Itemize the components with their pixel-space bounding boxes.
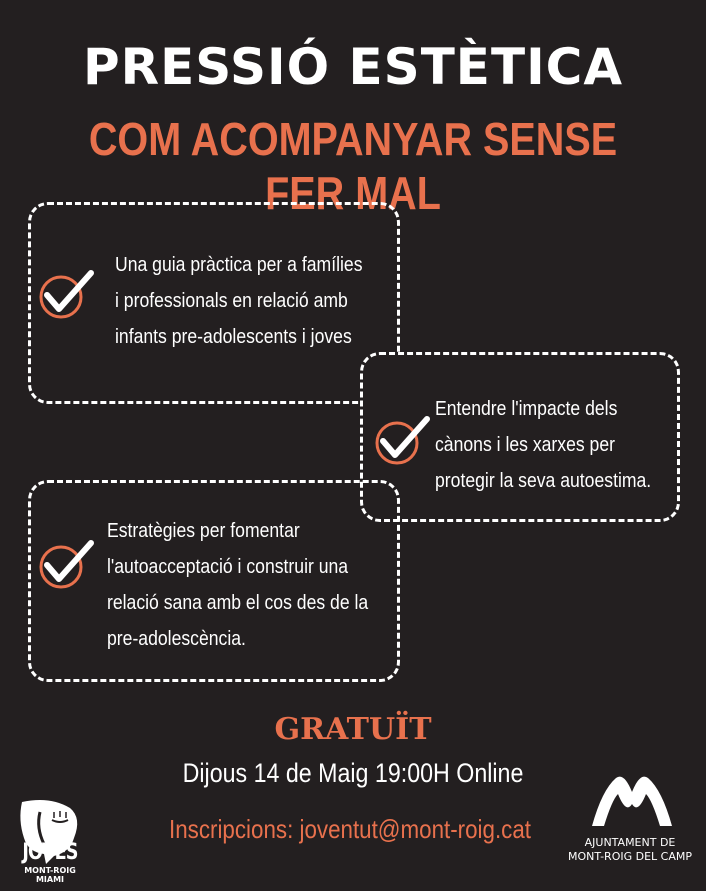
price-label: GRATUÏT — [274, 712, 432, 747]
card-line: i professionals en relació amb — [115, 290, 348, 312]
info-card-2 — [360, 352, 680, 522]
card-text — [107, 513, 368, 657]
card-text — [115, 247, 363, 355]
event-date: Dijous 14 de Maig 19:00H Online — [182, 758, 524, 788]
card-line: infants pre-adolescents i joves — [115, 326, 352, 348]
ajuntament-logo-icon — [588, 770, 676, 830]
joves-logo-text: JOVES — [22, 840, 78, 865]
info-card-1 — [28, 202, 400, 404]
card-line: relació sana amb el cos des de la — [107, 592, 369, 614]
joves-logo-subtext: MONT-ROIG MIAMI — [24, 866, 76, 884]
ajuntament-line-2: MONT-ROIG DEL CAMP — [568, 850, 692, 863]
card-line: cànons i les xarxes per — [435, 434, 616, 456]
check-circle-icon — [371, 411, 435, 467]
card-line: Estratègies per fomentar — [107, 520, 300, 542]
card-line: pre-adolescència. — [107, 628, 246, 650]
page-subtitle: COM ACOMPANYAR SENSE FER MAL — [88, 113, 618, 219]
check-circle-icon — [35, 265, 99, 321]
card-text — [435, 391, 651, 499]
card-line: Una guia pràctica per a famílies — [115, 254, 363, 276]
ajuntament-line-1: AJUNTAMENT DE — [584, 836, 676, 849]
ajuntament-logo-text — [554, 836, 706, 864]
signup-email[interactable]: Inscripcions: joventut@mont-roig.cat — [169, 814, 531, 844]
card-line: Entendre l'impacte dels — [435, 398, 618, 420]
check-circle-icon — [35, 535, 99, 591]
page-title: PRESSIÓ ESTÈTICA — [82, 38, 624, 96]
card-line: protegir la seva autoestima. — [435, 470, 652, 492]
card-line: l'autoacceptació i construir una — [107, 556, 349, 578]
info-card-3 — [28, 480, 400, 682]
